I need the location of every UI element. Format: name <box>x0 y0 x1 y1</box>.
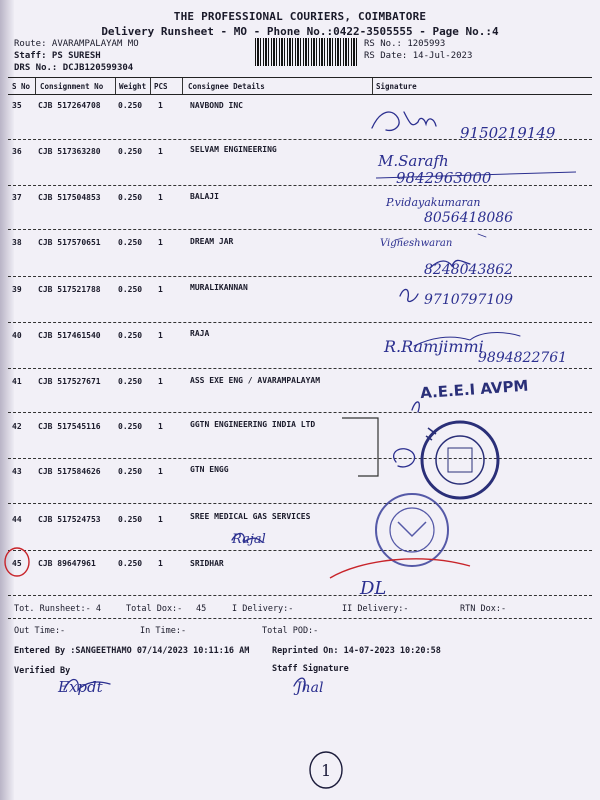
row-pcs: 1 <box>158 515 163 524</box>
company-title: THE PROFESSIONAL COURIERS, COIMBATORE <box>173 10 427 23</box>
row-pcs: 1 <box>158 147 163 156</box>
row-pcs: 1 <box>158 193 163 202</box>
row-consignee: GTN ENGG <box>190 465 229 474</box>
verified-by: Verified By <box>14 666 71 676</box>
row-sno: 37 <box>12 193 22 202</box>
staff-signature-label: Staff Signature <box>272 664 349 674</box>
total-dox-value: 45 <box>196 604 207 614</box>
name-row38: Vigneshwaran <box>380 238 453 249</box>
reprinted-on: Reprinted On: 14-07-2023 10:20:58 <box>272 646 441 656</box>
company-seal-limited <box>376 494 448 566</box>
row-consignee: SRIDHAR <box>190 559 224 568</box>
row-consignment: CJB 517545116 <box>38 422 101 431</box>
rtn-dox: RTN Dox:- <box>460 604 507 614</box>
row-sno: 36 <box>12 147 22 156</box>
route-label: Route: AVARAMPALAYAM MO <box>14 39 139 49</box>
phone-row36: 9842963000 <box>396 169 492 187</box>
row-weight: 0.250 <box>118 559 143 568</box>
row-sno: 39 <box>12 285 22 294</box>
tot-runsheet: Tot. Runsheet:- 4 <box>14 604 101 614</box>
row-pcs: 1 <box>158 238 163 247</box>
col-consignment: Consignment No <box>40 82 104 91</box>
row-consignee: MURALIKANNAN <box>190 283 248 292</box>
row-sno: 44 <box>12 515 22 524</box>
row-sno: 35 <box>12 101 22 110</box>
row-weight: 0.250 <box>118 377 143 386</box>
row-sno: 41 <box>12 377 22 386</box>
out-time: Out Time:- <box>14 626 66 636</box>
col-pcs: PCS <box>154 82 168 91</box>
signature-row41 <box>412 402 419 412</box>
name-row37: P.vidayakumaran <box>386 196 481 209</box>
row-pcs: 1 <box>158 285 163 294</box>
drs-number: DRS No.: DCJB120599304 <box>14 63 134 73</box>
row-consignee: GGTN ENGINEERING INDIA LTD <box>190 420 316 429</box>
row-sno: 45 <box>12 559 22 568</box>
ii-delivery: II Delivery:- <box>342 604 409 614</box>
phone-row40: 9894822761 <box>478 350 568 366</box>
circle-mark-row45 <box>5 548 29 576</box>
rs-date: RS Date: 14-Jul-2023 <box>364 51 473 61</box>
row-pcs: 1 <box>158 331 163 340</box>
stamp-aee: A.E.E.I AVPM <box>419 376 529 403</box>
row-consignee: BALAJI <box>190 192 219 201</box>
col-sno: S No <box>12 82 31 91</box>
row-pcs: 1 <box>158 377 163 386</box>
row-weight: 0.250 <box>118 422 143 431</box>
row-consignment: CJB 517521788 <box>38 285 101 294</box>
staff-signature: Jhal <box>296 680 324 696</box>
row-consignment: CJB 517524753 <box>38 515 101 524</box>
row-weight: 0.250 <box>118 238 143 247</box>
phone-row38: 8248043862 <box>424 262 514 278</box>
strike-mark-row45 <box>330 559 470 578</box>
row-sno: 38 <box>12 238 22 247</box>
verified-signature: Expdt <box>58 678 103 696</box>
page-circle-number: 1 <box>321 761 332 780</box>
row-weight: 0.250 <box>118 331 143 340</box>
initials-row43 <box>394 449 415 467</box>
row-consignment: CJB 517504853 <box>38 193 101 202</box>
phone-row39: 9710797109 <box>424 292 514 308</box>
total-dox-label: Total Dox:- <box>126 604 183 614</box>
row-weight: 0.250 <box>118 467 143 476</box>
row-consignment: CJB 517264708 <box>38 101 101 110</box>
row-pcs: 1 <box>158 101 163 110</box>
row-consignment: CJB 89647961 <box>38 559 96 568</box>
rs-number: RS No.: 1205993 <box>364 39 446 49</box>
in-time: In Time:- <box>140 626 187 636</box>
row-consignee: RAJA <box>190 329 210 338</box>
initials-row45: DL <box>360 578 387 599</box>
i-delivery: I Delivery:- <box>232 604 294 614</box>
row-consignee: DREAM JAR <box>190 237 234 246</box>
staff-label: Staff: PS SURESH <box>14 51 101 61</box>
signature-row39 <box>400 289 418 301</box>
row-sno: 43 <box>12 467 22 476</box>
signature-row35 <box>372 112 436 130</box>
col-consignee: Consignee Details <box>188 82 265 91</box>
row-pcs: 1 <box>158 559 163 568</box>
name-row40: R.Ramjimmi <box>384 337 484 356</box>
row-consignee: SREE MEDICAL GAS SERVICES <box>190 512 311 521</box>
phone-row37: 8056418086 <box>424 210 514 226</box>
row-pcs: 1 <box>158 422 163 431</box>
entered-by: Entered By :SANGEETHAMO 07/14/2023 10:11:16 AM <box>14 646 250 656</box>
col-signature: Signature <box>376 82 417 91</box>
row-weight: 0.250 <box>118 147 143 156</box>
row-consignment: CJB 517527671 <box>38 377 101 386</box>
row-pcs: 1 <box>158 467 163 476</box>
row-weight: 0.250 <box>118 101 143 110</box>
name-row36: M.Sarafh <box>378 152 449 170</box>
row-sno: 42 <box>12 422 22 431</box>
row-weight: 0.250 <box>118 193 143 202</box>
row-consignee: NAVBOND INC <box>190 101 243 110</box>
row-consignment: CJB 517584626 <box>38 467 101 476</box>
col-weight: Weight <box>119 82 147 91</box>
name-row44: Rajal <box>232 532 266 547</box>
row-consignment: CJB 517363280 <box>38 147 101 156</box>
company-seal-gtn <box>422 422 498 498</box>
row-consignment: CJB 517461540 <box>38 331 101 340</box>
row-sno: 40 <box>12 331 22 340</box>
row-consignee: ASS EXE ENG / AVARAMPALAYAM <box>190 376 321 385</box>
stamp-bracket-row42 <box>342 418 378 476</box>
row-weight: 0.250 <box>118 285 143 294</box>
phone-row35: 9150219149 <box>460 124 556 142</box>
runsheet-subtitle: Delivery Runsheet - MO - Phone No.:0422-3505555 - Page No.:4 <box>101 25 499 38</box>
row-weight: 0.250 <box>118 515 143 524</box>
row-consignee: SELVAM ENGINEERING <box>190 145 277 154</box>
row-consignment: CJB 517570651 <box>38 238 101 247</box>
total-pod: Total POD:- <box>262 626 319 636</box>
